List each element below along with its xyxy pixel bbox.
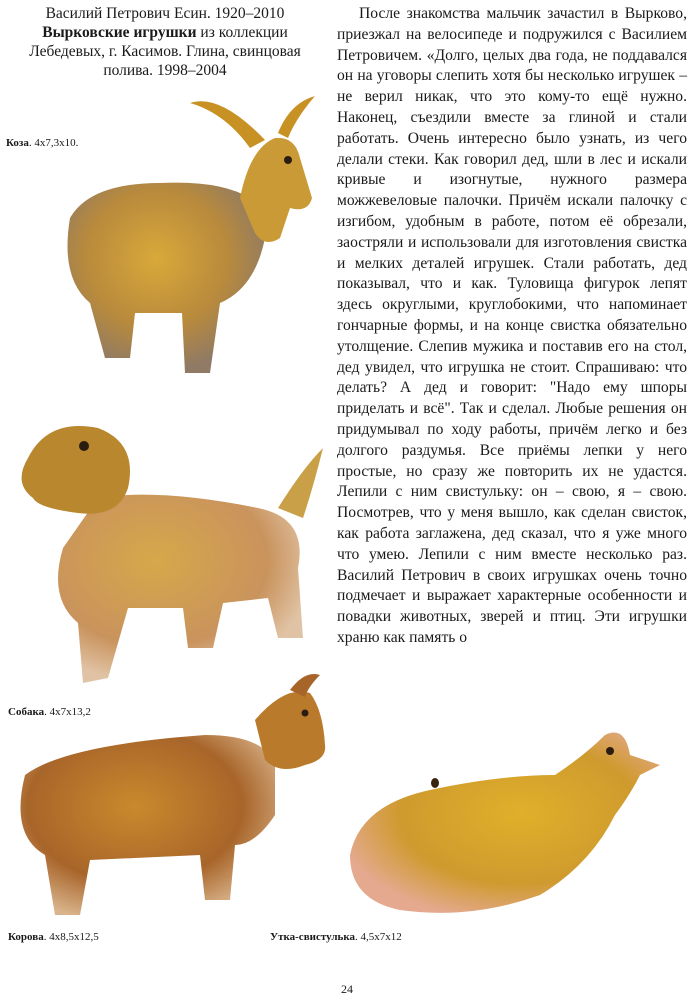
- header: [4, 4, 326, 80]
- caption-cow-size: . 4x8,5x12,5: [43, 931, 99, 943]
- caption-cow-name: Корова: [8, 931, 44, 943]
- duck-figure: [340, 715, 670, 930]
- caption-dog-size: . 4x7x13,2: [44, 706, 91, 718]
- dog-figure: [8, 408, 333, 698]
- caption-dog-name: Собака: [8, 706, 45, 718]
- caption-cow: [8, 931, 99, 944]
- caption-duck: [270, 931, 402, 944]
- goat-figure: [50, 88, 330, 388]
- collection-line: [4, 23, 326, 80]
- caption-goat-name: Коза: [6, 137, 29, 149]
- caption-goat-size: . 4x7,3x10.: [28, 137, 79, 149]
- title-rest: из коллекции Лебедевых, г. Касимов. Глина, свинцовая полива. 1998–2004: [29, 24, 301, 79]
- body-text: После знакомства мальчик зачастил в Вырково, приезжал на велосипеде и подружился с Василием Петровичем. «Долго, целых два года, не поддавался он на уговоры слепить хотя бы несколько игрушек – не верил никак, что это кому-то ещё нужно. Наконец, съездили вместе за глиной и стали работать. Очень интересно было узнать, из чего делали стеки. Как говорил дед, шли в лес и искали кривые и изогнутые, нужного размера можжевеловые палочки. Причём искали палочку с изгибом, удобным в работе, потом её обрезали, заостряли и использовали для изготовления свистка и мелких деталей игрушек. Стали работать, дед показывал, что и как. Туловища фигурок лепят здесь округлыми, круглобокими, что напоминает гончарные формы, и на конце свистка обязательно утолщение. Слепив мужика и поставив его на стол, дед увидел, что игрушка не стоит. Спрашиваю: что делать? А дед и говорит: "Надо ему шпоры приделать и всё". Так и сделал. Любые решения он придумывал по ходу работы, причём легко и без долгого раздумья. Все приёмы лепки у него простые, но сразу же повторить их не удастся. Лепили с ним свистульку: он – свою, я – свою. Посмотрев, что у меня вышло, как сделан свисток, как работа заглажена, дед сказал, что я уже много что умею. Лепили с ним вместе несколько раз. Василий Петрович в своих игрушках очень точно подмечает и выражает характерные особенности и повадки животных, зверей и птиц. Эти игрушки храню как память о: [337, 5, 687, 646]
- caption-duck-name: Утка-свистулька: [270, 931, 355, 943]
- page-number: 24: [341, 982, 353, 996]
- cow-figure: [5, 665, 340, 925]
- caption-duck-size: . 4,5x7x12: [355, 931, 402, 943]
- author-line: Василий Петрович Есин. 1920–2010: [45, 5, 285, 22]
- title-bold: Вырковские игрушки: [42, 24, 197, 41]
